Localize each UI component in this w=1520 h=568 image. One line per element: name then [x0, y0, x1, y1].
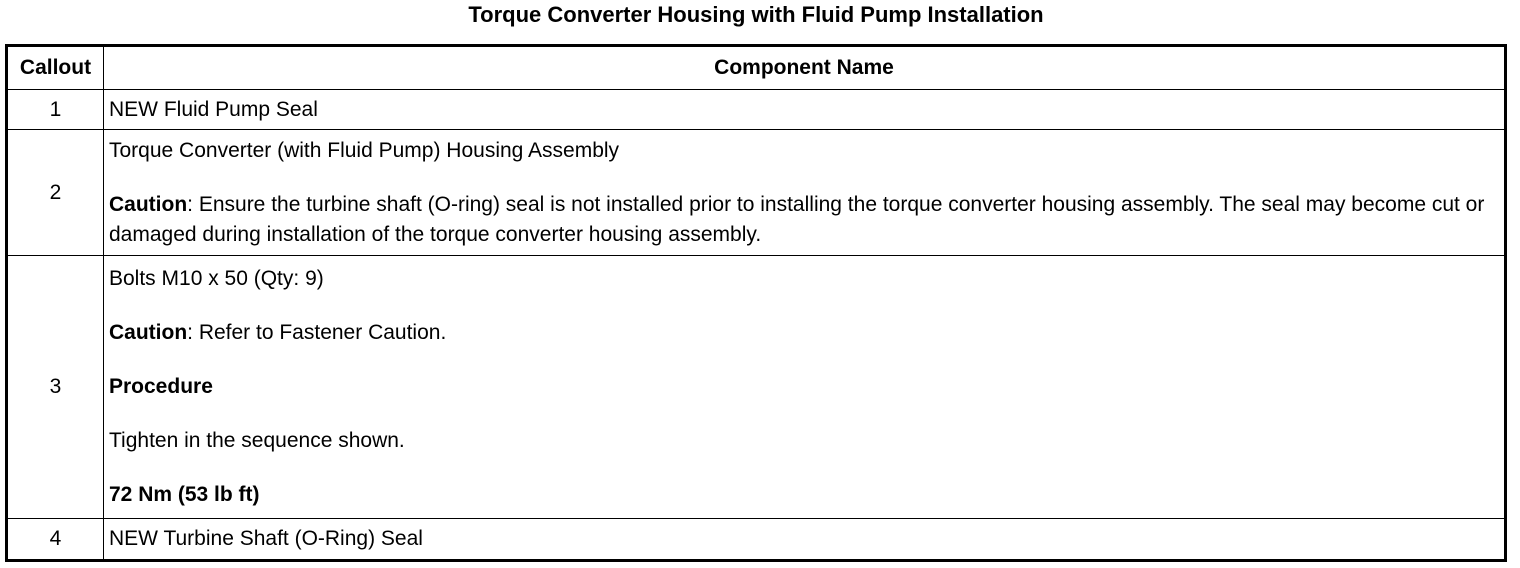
caution-note	[109, 318, 1494, 348]
torque-spec: 72 Nm (53 lb ft)	[109, 483, 260, 506]
component-cell	[104, 130, 1506, 256]
procedure-heading: Procedure	[109, 375, 213, 398]
components-table	[5, 44, 1507, 562]
callout-number: 2	[7, 130, 104, 256]
procedure-step: Tighten in the sequence shown.	[109, 429, 405, 452]
caution-label: Caution	[109, 321, 188, 344]
callout-number: 1	[7, 90, 104, 130]
caution-note	[109, 190, 1494, 250]
caution-text: : Ensure the turbine shaft (O-ring) seal is not installed prior to installing the torque converter housing assembly. The seal may become cut or damaged during installation of the torque converter housing assembly.	[109, 192, 1485, 246]
component-name: Torque Converter (with Fluid Pump) Housing Assembly	[109, 138, 620, 162]
callout-number: 3	[7, 256, 104, 519]
table-row	[7, 90, 1506, 130]
table-header-row	[7, 46, 1506, 90]
callout-number: 4	[7, 519, 104, 561]
component-cell	[104, 256, 1506, 519]
component-name: NEW Turbine Shaft (O-Ring) Seal	[104, 519, 1506, 561]
table-row	[7, 256, 1506, 519]
component-name: NEW Fluid Pump Seal	[104, 90, 1506, 130]
page-title: Torque Converter Housing with Fluid Pump Installation	[468, 2, 1044, 27]
component-name: Bolts M10 x 50 (Qty: 9)	[109, 267, 324, 290]
caution-text: : Refer to Fastener Caution.	[187, 321, 447, 344]
caution-label: Caution	[109, 192, 188, 216]
table-row	[7, 519, 1506, 561]
component-name-column-header: Component Name	[104, 46, 1506, 90]
callout-column-header: Callout	[7, 46, 104, 90]
table-row	[7, 130, 1506, 256]
